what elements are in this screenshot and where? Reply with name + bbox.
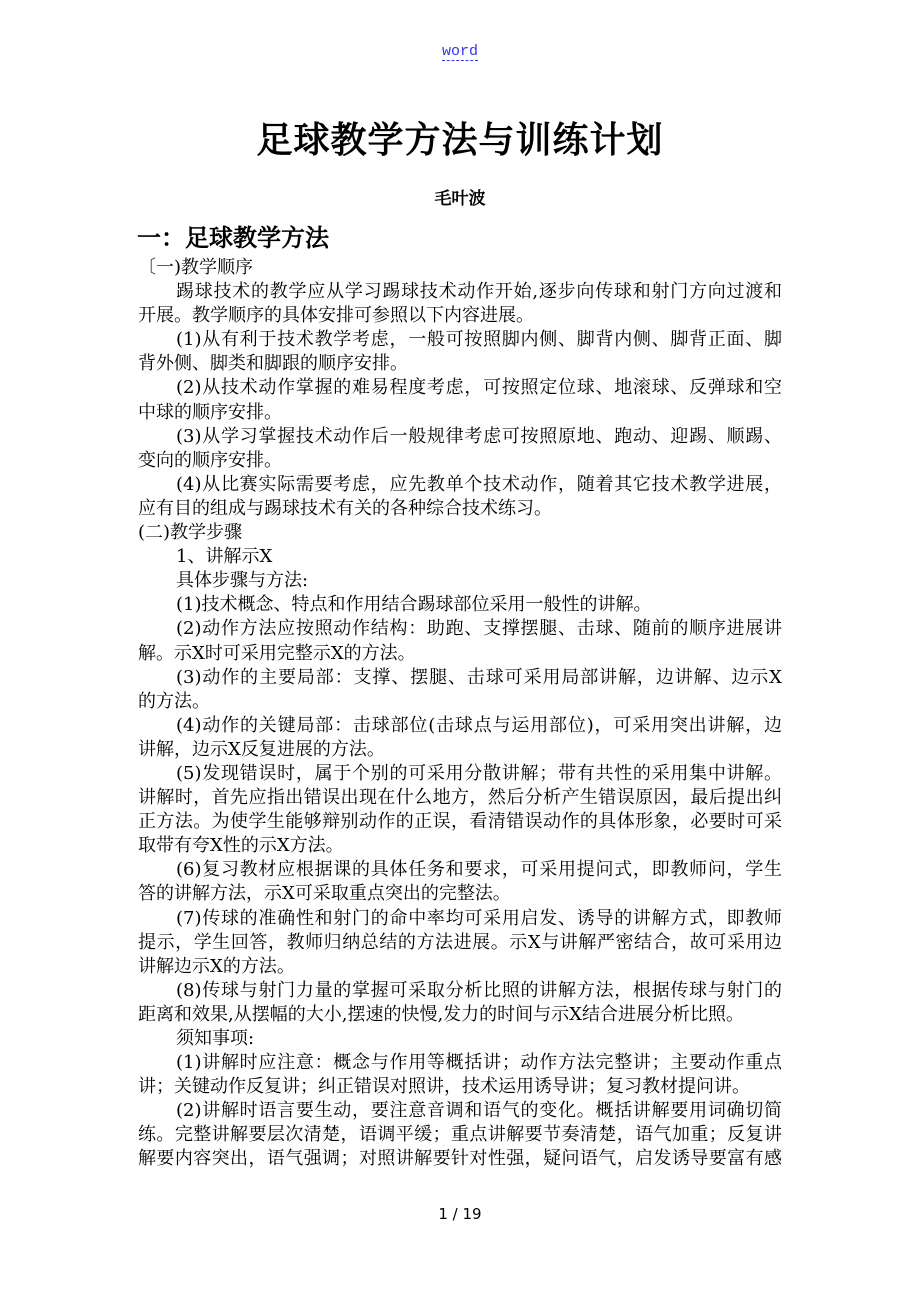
text-line: (5)发现错误时，属于个别的可采用分散讲解；带有共性的采用集中讲解。 xyxy=(176,762,782,784)
paragraph xyxy=(138,979,782,1027)
text-line: 背外侧、脚类和脚跟的顺序安排。 xyxy=(138,353,408,375)
paragraph xyxy=(138,545,782,569)
paragraph xyxy=(138,280,782,328)
paragraph xyxy=(138,762,782,858)
paragraph xyxy=(138,714,782,762)
paragraph xyxy=(138,425,782,473)
paragraph xyxy=(138,666,782,714)
text-line: 应有目的组成与踢球技术有关的各种综合技术练习。 xyxy=(138,497,552,519)
text-line: (1)从有利于技术教学考虑，一般可按照脚内侧、脚背内侧、脚背正面、脚 xyxy=(176,329,782,351)
text-line: 具体步骤与方法: xyxy=(176,570,309,592)
page-number: 1 / 19 xyxy=(438,1205,482,1223)
paragraph xyxy=(138,569,782,593)
paragraph xyxy=(138,617,782,665)
paragraph xyxy=(138,256,782,280)
header xyxy=(0,40,920,60)
document-author: 毛叶波 xyxy=(434,189,486,209)
paragraph xyxy=(138,1051,782,1099)
text-line: 解。示X时可采用完整示X的方法。 xyxy=(138,642,416,664)
text-line: 踢球技术的教学应从学习踢球技术动作开始,逐步向传球和射门方向过渡和 xyxy=(176,281,782,303)
text-line: (4)从比赛实际需要考虑，应先教单个技术动作，随着其它技术教学进展， xyxy=(176,473,782,495)
text-line: (2)讲解时语言要生动，要注意音调和语气的变化。概括讲解要用词确切简 xyxy=(176,1100,782,1122)
text-line: (二)教学步骤 xyxy=(138,522,243,544)
text-line: 1、讲解示X xyxy=(176,546,273,568)
text-line: 变向的顺序安排。 xyxy=(138,449,282,471)
paragraph xyxy=(138,1027,782,1051)
text-line: 开展。教学顺序的具体安排可参照以下内容进展。 xyxy=(138,305,534,327)
paragraph xyxy=(138,473,782,521)
text-line: 讲；关键动作反复讲；纠正错误对照讲，技术运用诱导讲；复习教材提问讲。 xyxy=(138,1076,750,1098)
paragraph xyxy=(138,1099,782,1171)
text-line: 提示，学生回答，教师归纳总结的方法进展。示X与讲解严密结合，故可采用边 xyxy=(138,931,782,953)
document-title: 足球教学方法与训练计划 xyxy=(256,120,664,161)
text-line: (6)复习教材应根据课的具体任务和要求，可采用提问式，即教师问，学生 xyxy=(176,859,782,881)
word-link[interactable]: word xyxy=(441,43,478,60)
text-line: (1)讲解时应注意：概念与作用等概括讲；动作方法完整讲；主要动作重点 xyxy=(176,1052,782,1074)
text-line: 答的讲解方法，示X可采取重点突出的完整法。 xyxy=(138,883,511,905)
text-line: (8)传球与射门力量的掌握可采取分析比照的讲解方法，根据传球与射门的 xyxy=(176,979,782,1001)
paragraph xyxy=(138,376,782,424)
text-line: 中球的顺序安排。 xyxy=(138,401,282,423)
text-line: (1)技术概念、特点和作用结合踢球部位采用一般性的讲解。 xyxy=(176,594,652,616)
text-line: 距离和效果,从摆幅的大小,摆速的快慢,发力的时间与示X结合进展分析比照。 xyxy=(138,1003,744,1025)
text-line: 正方法。为使学生能够辩别动作的正误，看清错误动作的具体形象，必要时可采 xyxy=(138,811,782,833)
text-line: 练。完整讲解要层次清楚，语调平缓；重点讲解要节奏清楚，语气加重；反复讲 xyxy=(138,1124,782,1146)
section-heading: 一：足球教学方法 xyxy=(137,224,329,252)
text-line: 〔一)教学顺序 xyxy=(138,257,254,278)
document-body xyxy=(138,256,782,1172)
text-line: 取带有夸X性的示X方法。 xyxy=(138,835,344,857)
text-line: (2)从技术动作掌握的难易程度考虑，可按照定位球、地滚球、反弹球和空 xyxy=(176,377,782,399)
text-line: 的方法。 xyxy=(138,690,210,712)
text-line: (7)传球的准确性和射门的命中率均可采用启发、诱导的讲解方式，即教师 xyxy=(176,907,782,929)
paragraph xyxy=(138,521,782,545)
text-line: (2)动作方法应按照动作结构：助跑、支撑摆腿、击球、随前的顺序进展讲 xyxy=(176,618,782,640)
text-line: 解要内容突出，语气强调；对照讲解要针对性强，疑问语气，启发诱导要富有感 xyxy=(138,1148,782,1170)
text-line: 讲解时，首先应指出错误出现在什么地方，然后分析产生错误原因，最后提出纠 xyxy=(138,787,782,809)
paragraph xyxy=(138,593,782,617)
paragraph xyxy=(138,858,782,906)
text-line: (3)从学习掌握技术动作后一般规律考虑可按照原地、跑动、迎踢、顺踢、 xyxy=(176,425,782,447)
text-line: (3)动作的主要局部：支撑、摆腿、击球可采用局部讲解，边讲解、边示X xyxy=(176,666,782,688)
text-line: 讲解，边示X反复进展的方法。 xyxy=(138,738,385,760)
paragraph xyxy=(138,907,782,979)
paragraph xyxy=(138,328,782,376)
text-line: 讲解边示X的方法。 xyxy=(138,955,295,977)
text-line: (4)动作的关键局部：击球部位(击球点与运用部位)，可采用突出讲解，边 xyxy=(176,714,782,736)
text-line: 须知事项: xyxy=(176,1028,255,1049)
